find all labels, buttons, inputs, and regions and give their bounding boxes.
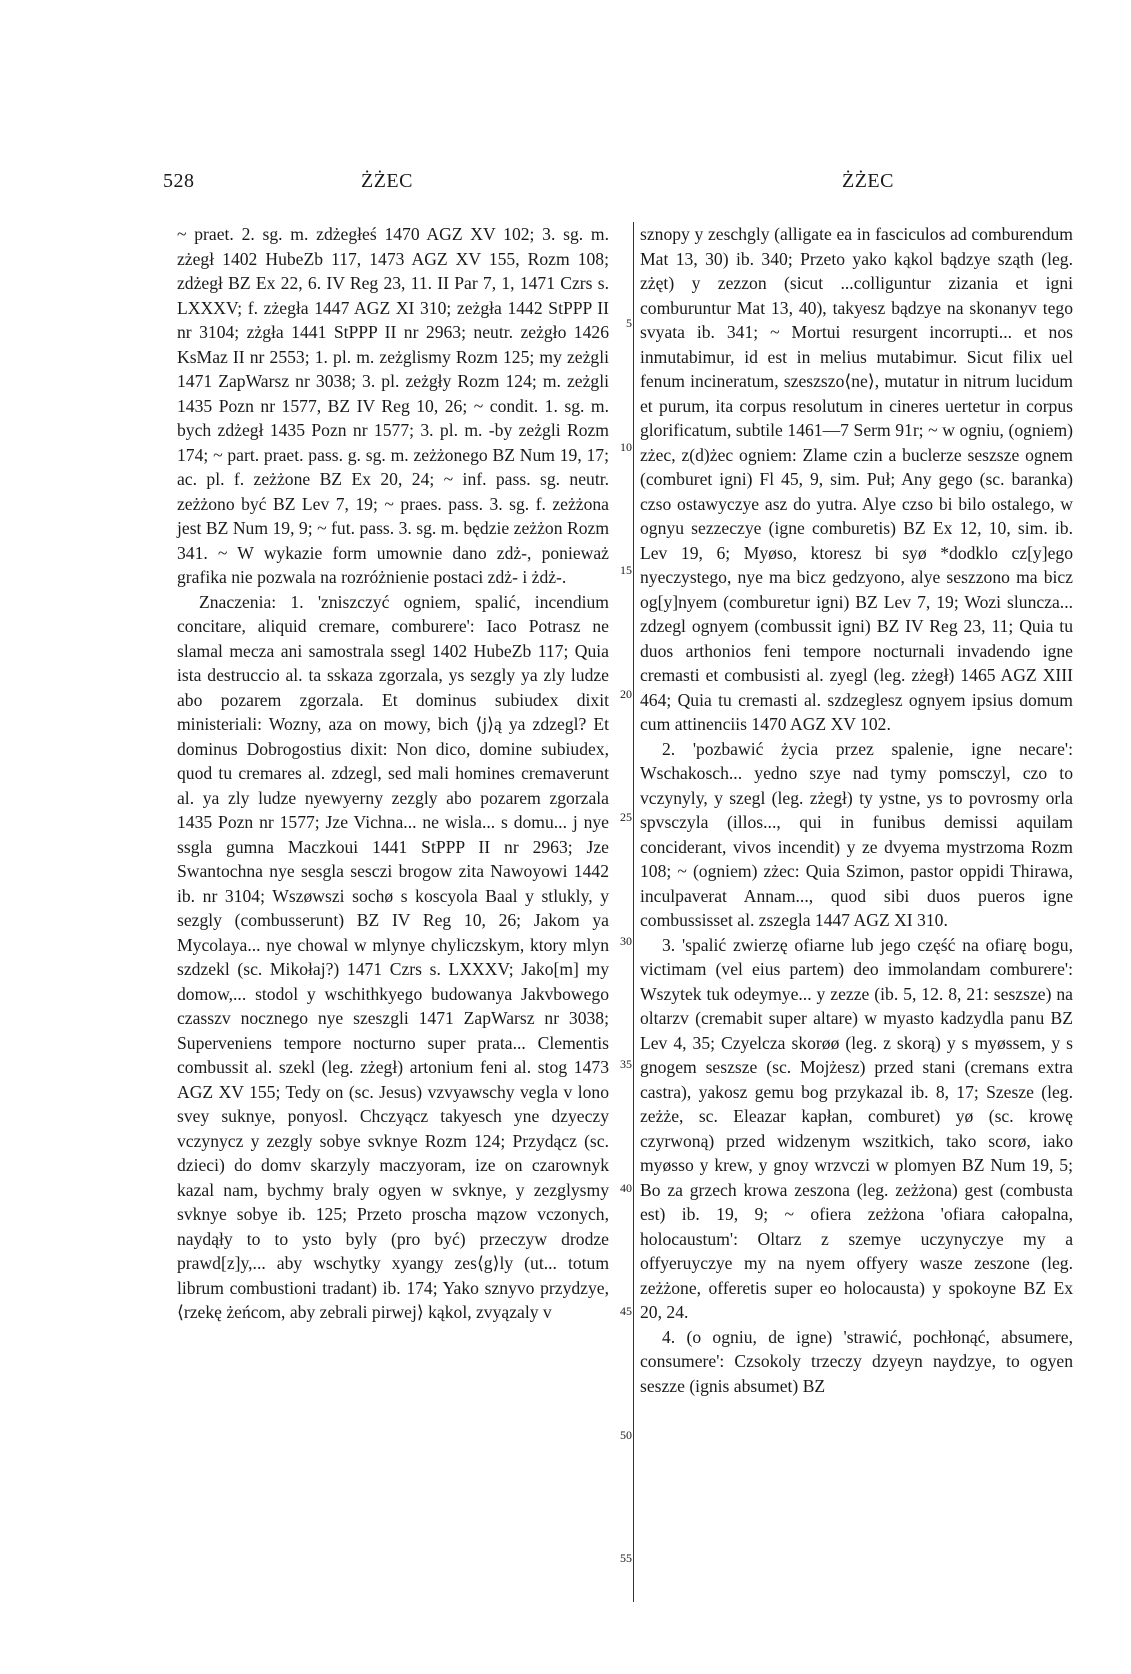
running-headword-right: ŻŻEC: [842, 170, 894, 192]
meaning-2-paragraph: 2. 'pozbawić życia przez spalenie, igne necare': Wschakosch... yedno szye nad tymy pomsczyl, czo to vczynyly, y szegl (leg. zżegł) ty ystne, ys to povrosmy orla spvsczyla (illos..., qui in funibus demissi aquilam conciderant, vivos incendit) y ze dvyema mystrzoma Rozm 108; ~ (ogniem) zżec: Quia Szimon, pastor oppidi Thirawa, inculpaverat Annam..., quod sibi duos pueros igne combussisset al. zszegla 1447 AGZ XI 310.: [640, 738, 1073, 930]
line-number: 30: [620, 934, 632, 948]
grammar-forms-paragraph: ~ praet. 2. sg. m. zdżegłeś 1470 AGZ XV 102; 3. sg. m. zżegł 1402 HubeZb 117, 1473 AGZ XV 155, Rozm 108; zdżegł BZ Ex 22, 6. IV Reg 23, 11. II Par 7, 1, 1471 Czrs s. LXXXV; f. zżegła 1447 AGZ XI 310; zeżgła 1442 StPPP II nr 3104; zżgła 1441 StPPP II nr 2963; neutr. zeżgło 1426 KsMaz II nr 2553; 1. pl. m. zeżglismy Rozm 125; my zeżgli 1471 ZapWarsz nr 3038; 3. pl. zeżgły Rozm 124; m. zeżgli 1435 Pozn nr 1577, BZ IV Reg 10, 26; ~ condit. 1. sg. m. bych zdżegł 1435 Pozn nr 1577; 3. pl. m. -by zeżgli Rozm 174; ~ part. praet. pass. g. sg. m. zeżżonego BZ Num 19, 17; ac. pl. f. zeżżone BZ Ex 20, 24; ~ inf. pass. sg. neutr. zeżżono być BZ Lev 7, 19; ~ praes. pass. 3. sg. f. zeżżona jest BZ Num 19, 9; ~ fut. pass. 3. sg. m. będzie zeżżon Rozm 341. ~ W wykazie form umownie dano zdż-, ponieważ grafika nie pozwala na rozróżnienie postaci zdż- i żdż-.: [177, 224, 609, 587]
line-number: 5: [626, 316, 632, 330]
line-number: 25: [620, 810, 632, 824]
meaning-1-paragraph: Znaczenia: 1. 'zniszczyć ogniem, spalić, incendium concitare, aliquid cremare, comburere': Iaco Potrasz ne slamal mecza ani samostrala ssegl 1402 HubeZb 117; Quia ista destruccio al. ta sskaza zgorzala, ys sezgly ya zly ludze abo pozarem zgorzala. Et dominus subiudex dixit ministeriali: Wozny, aza on mowy, bich ⟨j⟩ą ya zdzegl? Et dominus Dobrogostius dixit: Non dico, domine subiudex, quod tu cremares al. zdzegl, sed mali homines cremaverunt al. ya zly ludze nyewyerny zezgly abo pozarem zgorzala 1435 Pozn nr 1577; Jze Vichna... ne wisla... s domu... j nye ssgla gumna Maczkoui 1441 StPPP II nr 2963; Jze Swantochna nye sesgla sesczi brogow zita Nawoyowi 1442 ib. nr 3104; Wszøwszi sochø s koscyola Baal y stlukly, y sezgly (combusserunt) BZ IV Reg 10, 26; Jakom ya Mycolaya... nye chowal w mlynye chyliczskym, ktory mlyn szdzekl (sc. Mikołaj?) 1471 Czrs s. LXXXV; Jako[m] my domow,... stodol y wschithkyego budowanya Jakvbowego czasszv nocznego nye szeszgli 1471 ZapWarsz nr 3038; Superveniens tempore nocturno super prata... Clementis combussit al. szekl (leg. zżegł) artonium feni al. stog 1473 AGZ XV 155; Tedy on (sc. Jesus) vzvyawschy vegla v lono svey suknye, ponyosl. Chczyącz takyesch yne dzyeczy vczynycz y zezgly sobye svknye Rozm 124; Przydącz (sc. dzieci) do domv skarzyly maczyoram, ize on czarownyk kazal nam, bychmy braly ogyen w svknye, y zezglysmy svknye sobye ib. 125; Przeto proscha mązow vczonych, naydąły to to ysto byly (pro być) przeczyw drodze prawd[z]y,... aby wschytky xyangy zes⟨g⟩ly (ut... totum librum combustioni tradant) ib. 174; Yako sznyvo przydzye, ⟨rzekę żeńcom, aby zebrali pirwej⟩ kąkol, zvyązaly v: [177, 591, 609, 1322]
line-number: 15: [620, 563, 632, 577]
line-number: 40: [620, 1181, 632, 1195]
running-headword-left: ŻŻEC: [361, 170, 413, 192]
line-number: 55: [620, 1551, 632, 1565]
meaning-4-paragraph: 4. (o ogniu, de igne) 'strawić, pochłonąć, absumere, consumere': Czsokoly trzeczy dzyeyn naydzye, to ogyen seszze (ignis absumet) BZ: [640, 1326, 1073, 1396]
meaning-3-paragraph: 3. 'spalić zwierzę ofiarne lub jego część na ofiarę bogu, victimam (vel eius partem) deo immolandam comburere': Wszytek tuk odeymye... y zezze (ib. 5, 12. 8, 21: seszsze) na oltarzv (cremabit super altare) w myasto kadzydla panu BZ Lev 4, 35; Czyelcza skorøø (leg. z skorą) y s myøssem, y s gnogem seszsze (sc. Mojżesz) przed stani (cremans extra castra), yakosz gemu bog przykazal ib. 8, 17; Szesze (leg. zeżże, sc. Eleazar kapłan, comburet) yø (sc. krowę czyrwoną) przed widzenym wszitkich, tako scorø, iako myøsso y krew, y gnoy wrzvczi w plomyen BZ Num 19, 5; Bo za grzech krowa zeszona (leg. zeżżona) gest (combusta est) ib. 19, 9; ~ ofiera zeżżona 'ofiara całopalna, holocaustum': Oltarz z szemye uczynyczye my a offyeruyczye my na nyem offyery wasze zeszone (leg. zeżżone, offeretis super eo holocausta) y spokoyne BZ Ex 20, 24.: [640, 934, 1073, 1322]
meaning-1-continued-paragraph: sznopy y zeschgly (alligate ea in fasciculos ad comburendum Mat 13, 30) ib. 340; Przeto yako kąkol bądzye sząth (leg. zżęt) y zezzon (sicut ...colliguntur zizania et igni comburuntur Mat 13, 40), takyesz bądzye na skonanyv tego svyata ib. 341; ~ Mortui resurgent incorrupti... et nos inmutabimur, id est in melius mutabimur. Sicut filix uel fenum incineratum, szeszszo⟨ne⟩, mutatur in nitrum lucidum et purum, ita corpus resolutum in cineres uertetur in corpus glorificatum, subtile 1461—7 Serm 91r; ~ w ogniu, (ogniem) zżec, z(d)żec ogniem: Zlame czin a buclerze seszsze ognem (comburet igni) Fl 45, 9, sim. Puł; Any gego (sc. baranka) czso ostawyczye asz do yutra. Alye czso bi bilo ostalego, w ognyu sezzeczye (igne comburetis) BZ Ex 12, 10, sim. ib. Lev 19, 6; Myøso, ktoresz bi syø *dodklo cz[y]ego nyeczystego, nye ma bicz gedzyono, alye seszzono ma bicz og[y]nyem (comburetur igni) BZ Lev 7, 19; Wozi sluncza... zdzegl ognyem (combussit igni) BZ IV Reg 23, 11; Quia tu duos arthonios feni tempore nocturnali invadendo igne cremasti et combusisti al. zyegl (leg. zżegł) 1465 AGZ XIII 464; Quia tu cremasti al. szdzeglesz ognyem ipsius domum cum attinenciis 1470 AGZ XV 102.: [640, 224, 1073, 734]
line-number: 45: [620, 1304, 632, 1318]
line-number: 50: [620, 1428, 632, 1442]
right-column: [640, 222, 1073, 1398]
column-divider: [633, 222, 634, 1602]
line-number: 10: [620, 440, 632, 454]
line-number: 35: [620, 1057, 632, 1071]
line-number: 20: [620, 687, 632, 701]
page-number: 528: [163, 170, 195, 192]
left-column: [177, 222, 609, 1325]
